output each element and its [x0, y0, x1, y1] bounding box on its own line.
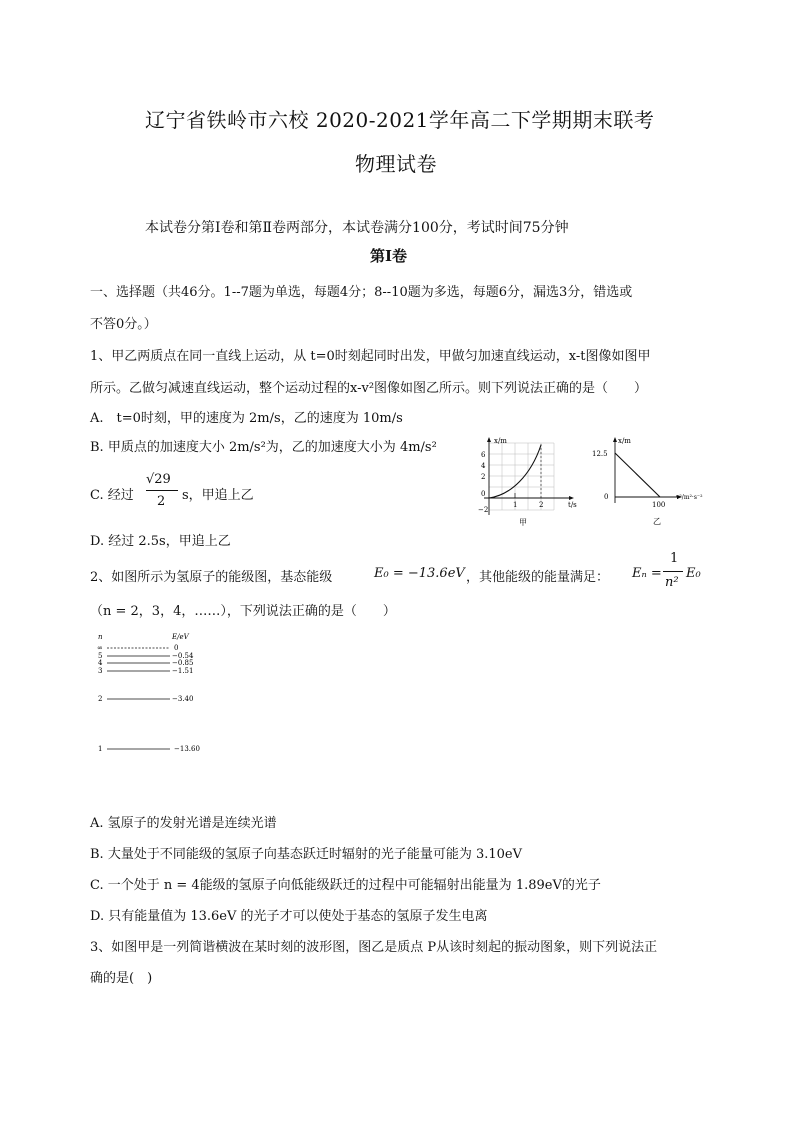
- q1-stem-line2: 所示。乙做匀减速直线运动，整个运动过程的x-v²图像如图乙所示。则下列说法正确的是（ ）: [90, 381, 648, 396]
- q1-jia-xtick-1: 1: [513, 501, 518, 509]
- q1-option-d: D. 经过 2.5s，甲追上乙: [90, 534, 231, 549]
- q1-yi-xlabel: v²/m²·s⁻²: [676, 494, 703, 501]
- q2-level-n-5: 5: [98, 652, 103, 660]
- section-heading-line2: 不答0分。）: [90, 317, 157, 332]
- q2-option-d: D. 只有能量值为 13.6eV 的光子才可以使处于基态的氢原子发生电离: [90, 909, 488, 924]
- q1-option-c-prefix: C. 经过: [90, 488, 134, 503]
- q2-level-n-inf: ∞: [97, 644, 103, 652]
- q1-jia-ytick-neg2: −2: [478, 506, 489, 514]
- q2-formula-numerator: 1: [670, 551, 679, 566]
- exam-title: 辽宁省铁岭市六校 2020-2021学年高二下学期期末联考: [145, 108, 655, 132]
- q2-energy-level-diagram: [94, 630, 224, 762]
- q1-jia-ytick-2: 2: [481, 473, 486, 481]
- q1-option-c-fraction-bar: [146, 490, 178, 491]
- q1-jia-ytick-6: 6: [481, 451, 486, 459]
- q1-jia-ylabel: x/m: [494, 437, 507, 445]
- q2-diagram-n-header: n: [98, 633, 103, 641]
- q2-level-e-1: −13.60: [174, 745, 200, 753]
- q1-stem-line1: 1、甲乙两质点在同一直线上运动，从 t=0时刻起同时出发，甲做匀加速直线运动，x-t图像如图甲: [90, 349, 651, 364]
- q2-formula-bar: [663, 571, 683, 572]
- q2-level-e-inf: 0: [174, 644, 179, 652]
- q3-stem-line2: 确的是( ): [90, 971, 153, 986]
- q1-jia-ytick-0: 0: [481, 490, 486, 498]
- q1-yi-ylabel: x/m: [618, 437, 631, 445]
- q2-ground-energy: E₀ = −13.6eV: [374, 566, 465, 581]
- q2-stem-line2: （n = 2，3，4，……），下列说法正确的是（ ）: [90, 604, 396, 619]
- q1-yi-origin: 0: [604, 493, 609, 501]
- q2-level-e-2: −3.40: [172, 695, 194, 703]
- q1-jia-caption: 甲: [519, 518, 527, 527]
- q1-yi-ytick: 12.5: [592, 450, 608, 458]
- part-title: 第Ⅰ卷: [370, 247, 408, 265]
- q2-option-c: C. 一个处于 n = 4能级的氢原子向低能级跃迁的过程中可能辐射出能量为 1.89eV的光子: [90, 878, 601, 893]
- q2-formula-lhs: Eₙ =: [632, 566, 662, 581]
- q1-figure-jia: [476, 435, 586, 530]
- q1-jia-ytick-4: 4: [481, 462, 486, 470]
- q1-option-c-numerator: √29: [146, 472, 171, 487]
- exam-intro: 本试卷分第Ⅰ卷和第Ⅱ卷两部分，本试卷满分100分，考试时间75分钟: [145, 220, 569, 236]
- q1-option-c-suffix: s，甲追上乙: [182, 488, 254, 503]
- q2-level-n-4: 4: [98, 659, 103, 667]
- section-heading-line1: 一、选择题（共46分。1--7题为单选，每题4分；8--10题为多选，每题6分，漏选3分，错选或: [90, 285, 633, 300]
- q1-yi-caption: 乙: [653, 517, 661, 526]
- q1-jia-xtick-2: 2: [539, 501, 544, 509]
- q2-level-n-1: 1: [98, 745, 103, 753]
- q2-option-b: B. 大量处于不同能级的氢原子向基态跃迁时辐射的光子能量可能为 3.10eV: [90, 847, 522, 862]
- q2-level-n-2: 2: [98, 695, 103, 703]
- q2-formula-rhs: E₀: [686, 566, 701, 581]
- q2-diagram-e-header: E/eV: [172, 633, 189, 641]
- q2-level-e-5: −0.54: [172, 652, 194, 660]
- q2-formula-denominator: n²: [665, 575, 679, 590]
- q2-level-e-4: −0.85: [172, 659, 194, 667]
- q1-yi-xtick: 100: [652, 501, 666, 509]
- q2-stem-prefix: 2、如图所示为氢原子的能级图，基态能级: [90, 570, 333, 585]
- q1-figure-yi: [590, 435, 715, 530]
- q2-level-n-3: 3: [98, 667, 103, 675]
- exam-subtitle: 物理试卷: [355, 152, 437, 176]
- q2-level-e-3: −1.51: [172, 667, 194, 675]
- q1-option-a: A. t=0时刻，甲的速度为 2m/s，乙的速度为 10m/s: [90, 411, 403, 426]
- q2-option-a: A. 氢原子的发射光谱是连续光谱: [90, 816, 277, 831]
- q1-jia-xlabel: t/s: [568, 501, 577, 509]
- q1-option-b: B. 甲质点的加速度大小 2m/s²为，乙的加速度大小为 4m/s²: [90, 440, 437, 455]
- q3-stem-line1: 3、如图甲是一列简谐横波在某时刻的波形图，图乙是质点 P从该时刻起的振动图象，则下列说法正: [90, 940, 658, 955]
- q2-stem-mid: ，其他能级的能量满足：: [466, 570, 610, 585]
- q1-option-c-denominator: 2: [157, 494, 166, 509]
